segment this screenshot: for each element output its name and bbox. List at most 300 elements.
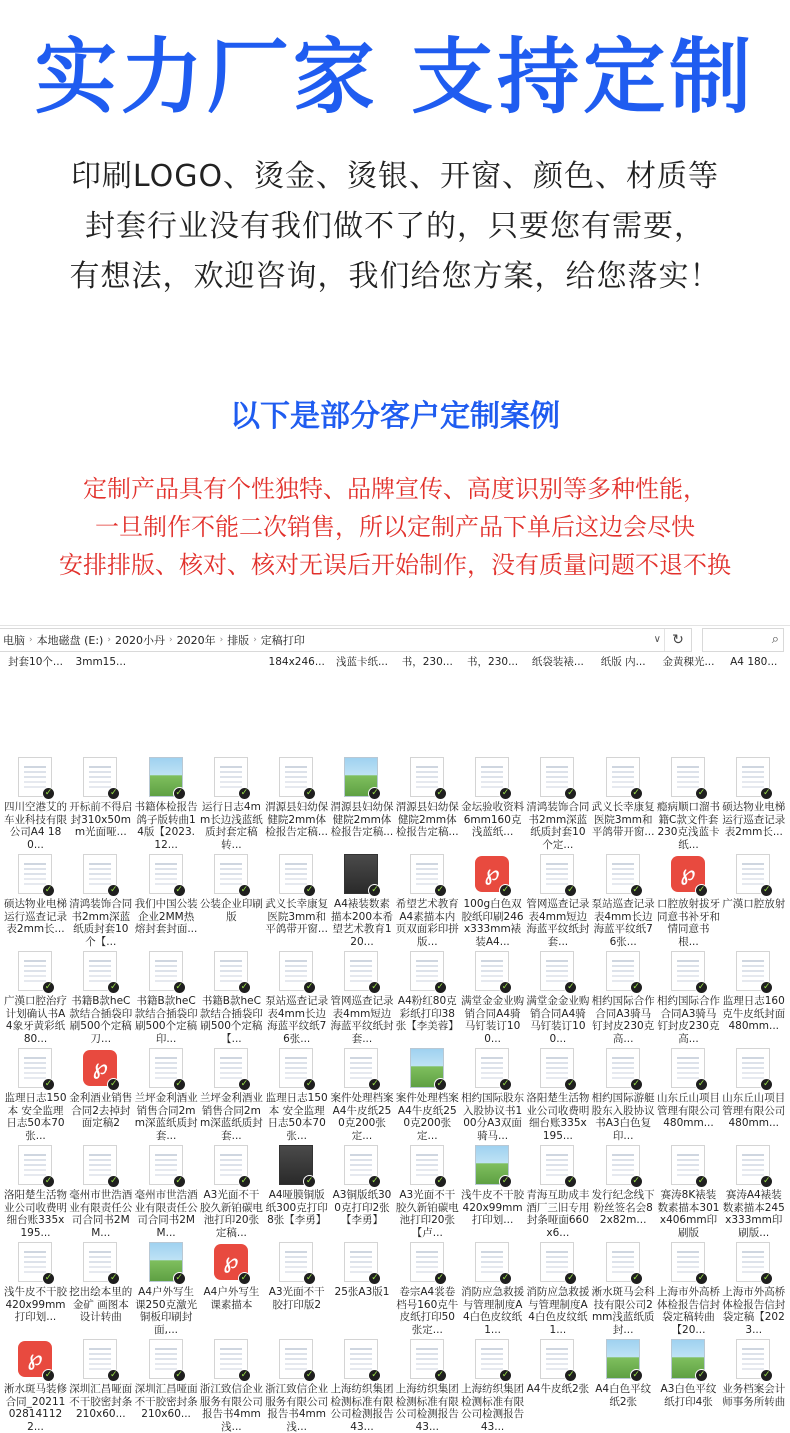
chevron-right-icon[interactable]: › [219, 635, 224, 645]
sync-status-icon: ✓ [695, 981, 708, 994]
file-item[interactable] [722, 947, 785, 1044]
file-name: 金坛验收资料6mm160克浅蓝纸... [461, 801, 525, 838]
file-name: 书籍B款heC款结合插袋印刷500个定稿印... [134, 995, 198, 1045]
sync-status-icon: ✓ [368, 1078, 381, 1091]
file-item[interactable] [722, 656, 785, 676]
sync-status-icon: ✓ [368, 884, 381, 897]
intro-line: 封套行业没有我们做不了的，只要您有需要， [85, 209, 705, 244]
sync-status-icon: ✓ [368, 787, 381, 800]
sync-status-icon: ✓ [303, 884, 316, 897]
sync-status-icon: ✓ [107, 1078, 120, 1091]
sync-status-icon: ✓ [173, 981, 186, 994]
file-name: 100g白色双胶纸印刷246x333mm裱装A4... [461, 898, 524, 948]
sync-status-icon: ✓ [499, 787, 512, 800]
file-name: 运行日志4mm长边浅蓝纸质封套定稿转... [200, 801, 263, 851]
sync-status-icon: ✓ [368, 1369, 381, 1382]
file-name: 业务档案会计师事务所转曲 [722, 1383, 786, 1408]
sync-status-icon: ✓ [238, 981, 251, 994]
sync-status-icon: ✓ [564, 981, 577, 994]
sync-status-icon: ✓ [760, 787, 773, 800]
file-item[interactable] [396, 947, 459, 1044]
sync-status-icon: ✓ [434, 981, 447, 994]
sync-status-icon: ✓ [173, 1369, 186, 1382]
file-name: 监理日志160克牛皮纸封面480mm... [722, 995, 786, 1032]
sync-status-icon: ✓ [173, 884, 186, 897]
file-item[interactable] [657, 656, 720, 676]
file-name: A4户外写生课250克激光铜板印刷封面,... [135, 1286, 198, 1336]
search-icon[interactable]: ⌕ [771, 632, 779, 647]
sync-status-icon: ✓ [695, 1175, 708, 1188]
file-name: 消防应急救援与管理制度A4白色皮纹纸1... [461, 1286, 525, 1336]
file-item[interactable] [526, 656, 589, 676]
file-item[interactable] [265, 1335, 328, 1432]
file-item[interactable] [330, 947, 393, 1044]
file-item[interactable] [592, 656, 655, 676]
file-name: 青海互助成丰酒厂三旧专用封条哑面660x6... [526, 1189, 590, 1239]
file-name: 相约国际股东入股协议书100分A3双面骑马... [461, 1092, 525, 1142]
file-item[interactable] [526, 1335, 589, 1432]
file-name: A4哑膜铜版纸300克打印8张【李勇】 [265, 1189, 328, 1226]
file-item[interactable] [4, 753, 67, 850]
file-name: 开标前不得启封310x50mm光面哑... [69, 801, 133, 838]
sync-status-icon: ✓ [173, 1078, 186, 1091]
file-name: 消防应急救援与管理制度A4白色皮纹纸1... [526, 1286, 590, 1336]
sync-status-icon: ✓ [368, 1272, 381, 1285]
file-item[interactable] [135, 1044, 198, 1141]
sync-status-icon: ✓ [499, 884, 512, 897]
address-bar [0, 626, 790, 654]
file-name: 泵站巡查记录表4mm长边海蓝平纹纸76张... [591, 898, 655, 948]
file-name: 兰坪金利酒业销售合同2mm深蓝纸质封套... [199, 1092, 263, 1142]
file-item[interactable] [592, 1335, 655, 1432]
sync-status-icon: ✓ [238, 884, 251, 897]
sync-status-icon: ✓ [630, 1078, 643, 1091]
file-name: A4 180... [730, 656, 778, 668]
search-input[interactable] [702, 628, 784, 652]
sync-status-icon: ✓ [107, 787, 120, 800]
file-item[interactable] [396, 1044, 459, 1141]
file-item[interactable] [526, 753, 589, 850]
file-name: 赛涛A4裱装数素描本245x333mm印刷版... [722, 1189, 785, 1239]
sync-status-icon: ✓ [564, 1272, 577, 1285]
file-item[interactable] [461, 656, 524, 676]
file-name: 书籍B款heC款结合插袋印刷500个定稿刀... [69, 995, 133, 1045]
file-item[interactable] [657, 1044, 720, 1141]
sync-status-icon: ✓ [42, 1175, 55, 1188]
file-item[interactable] [265, 656, 328, 676]
file-item[interactable] [592, 850, 655, 947]
sync-status-icon: ✓ [630, 1369, 643, 1382]
sync-status-icon: ✓ [564, 884, 577, 897]
file-name: 淅水斑马会科技有限公司2mm浅蓝纸质封... [591, 1286, 655, 1336]
file-grid [4, 656, 790, 1432]
file-item[interactable] [69, 656, 132, 676]
file-name: 挖出绘本里的金矿 画图本设计转曲 [69, 1286, 133, 1323]
file-item[interactable] [722, 850, 785, 947]
file-name: 泵站巡查记录表4mm长边海蓝平纹纸76张... [265, 995, 329, 1045]
file-name: 浅牛皮不干胶420x99mm打印划... [461, 1189, 525, 1226]
sync-status-icon: ✓ [499, 1369, 512, 1382]
file-item[interactable] [69, 1044, 132, 1141]
file-name: 上海纺织集团检测标准有限公司检测报告43... [395, 1383, 459, 1433]
file-name: 25张A3版1 [334, 1286, 390, 1298]
file-item[interactable] [4, 1238, 67, 1335]
sync-status-icon: ✓ [303, 1369, 316, 1382]
file-item[interactable] [396, 753, 459, 850]
file-name: A3白色平纹纸打印4张 [660, 1383, 717, 1408]
sync-status-icon: ✓ [695, 787, 708, 800]
file-name: A4裱装数素描本200本希望艺术教育120... [330, 898, 393, 948]
sync-status-icon: ✓ [303, 787, 316, 800]
file-item[interactable] [265, 850, 328, 947]
file-item[interactable] [657, 850, 720, 947]
file-item[interactable] [592, 1238, 655, 1335]
chevron-right-icon[interactable]: › [29, 635, 33, 645]
sync-status-icon: ✓ [42, 981, 55, 994]
file-item[interactable] [69, 1141, 132, 1238]
sync-status-icon: ✓ [760, 884, 773, 897]
pdf-file-icon: ℘ [671, 856, 705, 892]
notice-line: 一旦制作不能二次销售，所以定制产品下单后这边会尽快 [95, 513, 695, 541]
file-item[interactable] [135, 1238, 198, 1335]
file-name: 上海纺织集团检测标准有限公司检测报告43... [330, 1383, 394, 1433]
file-item[interactable] [396, 1141, 459, 1238]
sync-status-icon: ✓ [238, 1175, 251, 1188]
file-name: 封套10个... [8, 656, 63, 668]
file-name: 硕达物业电梯运行巡查记录表2mm长... [722, 801, 786, 838]
file-name: 广漢口腔放射 [722, 898, 786, 910]
sync-status-icon: ✓ [173, 1272, 186, 1285]
file-item[interactable] [461, 1141, 524, 1238]
file-item[interactable] [69, 947, 132, 1044]
file-name: 书籍体检报告鸽子版转曲14版【2023.12... [134, 801, 198, 851]
file-name: A4粉红80克彩纸打印38张【李美蓉】 [395, 995, 459, 1032]
file-item[interactable] [4, 656, 67, 676]
file-item[interactable] [200, 1238, 263, 1335]
sync-status-icon: ✓ [695, 1369, 708, 1382]
sync-status-icon: ✓ [630, 1272, 643, 1285]
file-name [200, 656, 263, 670]
sync-status-icon: ✓ [499, 1272, 512, 1285]
file-item[interactable] [265, 1044, 328, 1141]
sync-status-icon: ✓ [173, 1175, 186, 1188]
file-item[interactable] [265, 1238, 328, 1335]
sync-status-icon: ✓ [630, 787, 643, 800]
file-item[interactable] [657, 753, 720, 850]
file-item[interactable] [135, 1335, 198, 1432]
file-name: 书，230... [467, 656, 519, 668]
file-item[interactable] [461, 1238, 524, 1335]
breadcrumb-item[interactable]: 2020年 [176, 634, 216, 647]
file-item[interactable] [330, 656, 393, 676]
file-item[interactable] [69, 753, 132, 850]
file-item[interactable] [330, 1141, 393, 1238]
file-item[interactable] [200, 947, 263, 1044]
file-item[interactable] [69, 850, 132, 947]
chevron-right-icon[interactable]: › [253, 635, 257, 645]
file-name: A3铜版纸300克打印2张【李勇】 [332, 1189, 392, 1226]
file-item[interactable] [722, 1044, 785, 1141]
file-item[interactable] [200, 1044, 263, 1141]
intro-line: 印刷LOGO、烫金、烫银、开窗、颜色、材质等 [70, 159, 720, 194]
file-item[interactable] [592, 1044, 655, 1141]
file-item[interactable] [461, 1044, 524, 1141]
file-item[interactable] [4, 947, 67, 1044]
file-name: A3光面不干胶打印版2 [268, 1286, 325, 1311]
file-name: 我们中国公装企业2MM热熔封套封面... [134, 898, 198, 935]
file-item[interactable] [396, 656, 459, 676]
file-item[interactable] [592, 1141, 655, 1238]
file-name: A3光面不干胶久新铂碳电池打印20张定稿... [199, 1189, 263, 1239]
file-name: 广漢口腔治疗计划确认书A4象牙黄彩纸80... [4, 995, 67, 1045]
sync-status-icon: ✓ [695, 1272, 708, 1285]
file-item[interactable] [330, 753, 393, 850]
file-item[interactable] [396, 1238, 459, 1335]
file-name: 相约国际合作合同A3骑马钉封皮230克高... [591, 995, 655, 1045]
breadcrumb-item[interactable]: 排版 [227, 634, 250, 647]
hero-title: 实力厂家 支持定制 [34, 30, 756, 125]
sync-status-icon: ✓ [107, 1272, 120, 1285]
sync-status-icon: ✓ [564, 787, 577, 800]
file-item[interactable] [135, 850, 198, 947]
breadcrumb-item[interactable]: 电脑 [3, 634, 25, 647]
file-item[interactable] [265, 947, 328, 1044]
file-name: 武义长幸康复医院3mm和平鸽带开窗... [265, 898, 329, 935]
sync-status-icon: ✓ [173, 787, 186, 800]
sync-status-icon: ✓ [238, 1272, 251, 1285]
file-item[interactable] [396, 850, 459, 947]
sync-status-icon: ✓ [760, 981, 773, 994]
pdf-file-icon: ℘ [83, 1050, 117, 1086]
file-item[interactable] [4, 1141, 67, 1238]
pdf-file-icon: ℘ [475, 856, 509, 892]
file-name: 相约国际合作合同A3骑马钉封皮230克高... [656, 995, 720, 1045]
file-item[interactable] [657, 1335, 720, 1432]
file-item[interactable] [526, 1238, 589, 1335]
file-item[interactable] [526, 947, 589, 1044]
sync-status-icon: ✓ [107, 884, 120, 897]
sync-status-icon: ✓ [107, 981, 120, 994]
sync-status-icon: ✓ [42, 884, 55, 897]
file-item[interactable] [592, 753, 655, 850]
file-name: 管网巡查记录表4mm短边海蓝平纹纸封套... [526, 898, 590, 948]
sync-status-icon: ✓ [760, 1078, 773, 1091]
sync-status-icon: ✓ [42, 1078, 55, 1091]
file-item[interactable] [69, 1335, 132, 1432]
file-name: 案件处理档案A4牛皮纸250克200张定... [395, 1092, 459, 1142]
file-name: 案件处理档案A4牛皮纸250克200张定... [330, 1092, 394, 1142]
address-box[interactable] [0, 628, 692, 652]
file-name: 金黄稞光... [662, 656, 715, 668]
file-item[interactable] [592, 947, 655, 1044]
sync-status-icon: ✓ [434, 1175, 447, 1188]
file-item[interactable] [135, 1141, 198, 1238]
sync-status-icon: ✓ [760, 1272, 773, 1285]
file-name: 相约国际游艇股东入股协议书A3白色复印... [591, 1092, 655, 1142]
file-name: 硕达物业电梯运行巡查记录表2mm长... [4, 898, 67, 935]
file-item[interactable] [265, 1141, 328, 1238]
chevron-down-icon[interactable]: ∨ [653, 634, 661, 645]
refresh-icon[interactable]: ↻ [664, 629, 691, 651]
intro-line: 有想法，欢迎咨询，我们给您方案，给您落实！ [69, 259, 721, 294]
sync-status-icon: ✓ [238, 1369, 251, 1382]
file-item[interactable] [722, 753, 785, 850]
sync-status-icon: ✓ [42, 1369, 55, 1382]
file-item[interactable] [200, 1335, 263, 1432]
file-item[interactable] [265, 753, 328, 850]
file-name: 上海纺织集团检测标准有限公司检测报告43... [461, 1383, 525, 1433]
file-name: 管网巡查记录表4mm短边海蓝平纹纸封套... [330, 995, 394, 1045]
breadcrumb-item[interactable]: 2020小丹 [114, 634, 165, 647]
file-name: 山东丘山项目管理有限公司480mm... [656, 1092, 720, 1129]
breadcrumb-item[interactable]: 本地磁盘 (E:) [36, 634, 104, 647]
notice-text [0, 470, 790, 584]
file-item[interactable] [330, 1044, 393, 1141]
file-item[interactable] [135, 656, 198, 676]
sync-status-icon: ✓ [499, 1078, 512, 1091]
sync-status-icon: ✓ [303, 1272, 316, 1285]
file-name: 瘾病顺口溜书籍C款文件套230克浅蓝卡纸... [656, 801, 720, 851]
sync-status-icon: ✓ [303, 1175, 316, 1188]
sync-status-icon: ✓ [499, 1175, 512, 1188]
file-name: 公装企业印刷版 [199, 898, 263, 923]
file-name: 洛阳楚生活物业公司收费明细台账335x195... [4, 1189, 67, 1239]
file-name: 希望艺术教育A4素描本内页双面彩印拼版... [395, 898, 459, 948]
file-item[interactable] [4, 850, 67, 947]
sync-status-icon: ✓ [42, 787, 55, 800]
intro-text [0, 152, 790, 302]
file-item[interactable] [722, 1335, 785, 1432]
file-item[interactable] [200, 656, 263, 676]
file-item[interactable] [4, 1335, 67, 1432]
file-name: A3光面不干胶久新铂碳电池打印20张【卢... [395, 1189, 459, 1239]
file-name: 清鸿装饰合同书2mm深蓝纸质封套10个定... [526, 801, 590, 851]
file-item[interactable] [722, 1141, 785, 1238]
sync-status-icon: ✓ [760, 1369, 773, 1382]
file-name: 书，230... [401, 656, 453, 668]
file-item[interactable] [657, 947, 720, 1044]
file-name: 渭源县妇幼保健院2mm体检报告定稿... [265, 801, 329, 838]
file-name: 发行纪念线下粉丝签名会82x82m... [591, 1189, 655, 1226]
file-name: 口腔放射拔牙同意书补牙和情同意书 根... [656, 898, 720, 948]
sync-status-icon: ✓ [368, 1175, 381, 1188]
file-item[interactable] [330, 1238, 393, 1335]
sync-status-icon: ✓ [630, 884, 643, 897]
breadcrumb-item[interactable]: 定稿打印 [260, 634, 305, 647]
file-name: 清鸿装饰合同书2mm深蓝纸质封套10个【... [69, 898, 133, 948]
file-name: 浙江致信企业服务有限公司报告书4mm浅... [265, 1383, 329, 1433]
file-name: 毫州市世浩酒业有限责任公司合同书2MM... [134, 1189, 198, 1239]
sync-status-icon: ✓ [42, 1272, 55, 1285]
sync-status-icon: ✓ [368, 981, 381, 994]
sync-status-icon: ✓ [564, 1078, 577, 1091]
file-name: 浙江致信企业服务有限公司报告书4mm浅... [199, 1383, 263, 1433]
file-name: 浅蓝卡纸... [335, 656, 388, 668]
file-name: 武义长幸康复医院3mm和平鸽带开窗... [591, 801, 655, 838]
file-name: 184x246... [268, 656, 325, 668]
file-name: 山东丘山项目管理有限公司480mm... [722, 1092, 786, 1129]
section-title: 以下是部分客户定制案例 [230, 399, 560, 434]
file-item[interactable] [135, 947, 198, 1044]
file-name: 渭源县妇幼保健院2mm体检报告定稿... [395, 801, 459, 838]
file-name: 兰坪金利酒业销售合同2mm深蓝纸质封套... [134, 1092, 198, 1142]
file-item[interactable] [200, 753, 263, 850]
file-name: 纸版 内... [600, 656, 646, 668]
sync-status-icon: ✓ [695, 1078, 708, 1091]
file-item[interactable] [330, 850, 393, 947]
file-name: 金利酒业销售合同2去掉封面定稿2 [69, 1092, 133, 1129]
pdf-file-icon: ℘ [214, 1244, 248, 1280]
file-item[interactable] [200, 850, 263, 947]
file-name: A4户外写生课素描本 [203, 1286, 260, 1311]
file-name: 纸袋装裱... [531, 656, 584, 668]
file-name [135, 656, 198, 670]
file-name: 书籍B款heC款结合插袋印刷500个定稿【... [199, 995, 263, 1045]
file-item[interactable] [69, 1238, 132, 1335]
sync-status-icon: ✓ [107, 1175, 120, 1188]
file-name: 浅牛皮不干胶420x99mm打印划... [4, 1286, 67, 1323]
file-name: 卷宗A4裳卷档号160克牛皮纸打印50张定... [396, 1286, 459, 1336]
sync-status-icon: ✓ [434, 1272, 447, 1285]
file-item[interactable] [526, 850, 589, 947]
file-item[interactable] [526, 1141, 589, 1238]
file-name: 上海市外高桥体检报告信封袋定稿转曲【20... [656, 1286, 720, 1336]
sync-status-icon: ✓ [564, 1369, 577, 1382]
file-item[interactable] [135, 753, 198, 850]
sync-status-icon: ✓ [434, 1078, 447, 1091]
file-name: 满堂金金业购销合同A4骑马钉装订100... [526, 995, 590, 1045]
file-name: 监理日志150本 安全监理日志50本70张... [4, 1092, 67, 1142]
chevron-right-icon[interactable]: › [168, 635, 173, 645]
sync-status-icon: ✓ [630, 981, 643, 994]
sync-status-icon: ✓ [434, 787, 447, 800]
file-name: 3mm15... [75, 656, 127, 668]
notice-line: 安排排版、核对、核对无误后开始制作，没有质量问题不退不换 [59, 551, 731, 579]
sync-status-icon: ✓ [630, 1175, 643, 1188]
sync-status-icon: ✓ [303, 981, 316, 994]
file-item[interactable] [4, 1044, 67, 1141]
file-name: 深圳汇昌哑面不干胶密封条210x60... [134, 1383, 198, 1420]
file-item[interactable] [396, 1335, 459, 1432]
file-item[interactable] [461, 850, 524, 947]
file-item[interactable] [200, 1141, 263, 1238]
file-name: 毫州市世浩酒业有限责任公司合同书2MM... [69, 1189, 133, 1239]
file-item[interactable] [330, 1335, 393, 1432]
sync-status-icon: ✓ [434, 884, 447, 897]
file-name: 渭源县妇幼保健院2mm体检报告定稿... [330, 801, 394, 838]
file-item[interactable] [722, 1238, 785, 1335]
file-item[interactable] [657, 1238, 720, 1335]
chevron-right-icon[interactable]: › [107, 635, 111, 645]
file-name: A4牛皮纸2张 [526, 1383, 590, 1395]
file-item[interactable] [526, 1044, 589, 1141]
sync-status-icon: ✓ [760, 1175, 773, 1188]
sync-status-icon: ✓ [238, 1078, 251, 1091]
file-item[interactable] [657, 1141, 720, 1238]
sync-status-icon: ✓ [434, 1369, 447, 1382]
file-item[interactable] [461, 753, 524, 850]
file-item[interactable] [461, 947, 524, 1044]
file-item[interactable] [461, 1335, 524, 1432]
file-name: 洛阳楚生活物业公司收费明细台账335x195... [526, 1092, 590, 1142]
file-name: A4白色平纹纸2张 [595, 1383, 652, 1408]
pdf-file-icon: ℘ [18, 1341, 52, 1377]
file-name: 赛涛8K裱装数素描本301x406mm印刷版 [657, 1189, 720, 1239]
file-name: 监理日志150本 安全监理日志50本70张... [265, 1092, 328, 1142]
file-name: 满堂金金业购销合同A4骑马钉装订100... [461, 995, 525, 1045]
file-name: 淅水斑马装修合同_20211028141122... [4, 1383, 67, 1433]
file-name: 四川空港艾的车业科技有限公司A4 180... [4, 801, 67, 851]
